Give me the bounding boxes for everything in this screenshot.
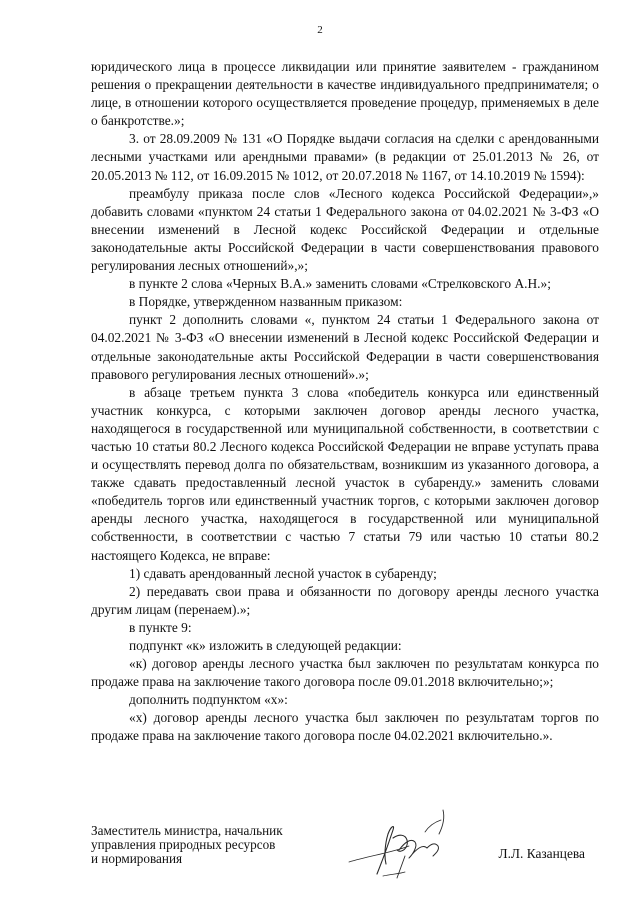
paragraph: «х) договор аренды лесного участка был заключен по результатам торгов по продаже права на заключение такого договора после 04.02.2021 включительно.». <box>91 710 599 744</box>
paragraph: в пункте 9: <box>129 619 192 635</box>
signer-title-line: Заместитель министра, начальник <box>91 823 283 838</box>
paragraph: юридического лица в процессе ликвидации или принятие заявителем - гражданином решения о прекращении деятельности в качестве индивидуального предпринимателя; о лице, в отношении которого осуществляется проведение процедур, применяемых в деле о банкротстве.»; <box>91 59 599 129</box>
paragraph: дополнить подпунктом «х»: <box>129 692 288 708</box>
signature-block <box>91 824 599 884</box>
handwritten-signature <box>339 804 489 884</box>
document-body <box>91 58 599 746</box>
paragraph: в Порядке, утвержденном названным приказом: <box>129 294 403 310</box>
signer-title-line: и нормирования <box>91 851 183 867</box>
paragraph: пункт 2 дополнить словами «, пунктом 24 статьи 1 Федерального закона от 04.02.2021 № 3-ФЗ «О внесении изменений в Лесной кодекс Российской Федерации и отдельные законодательные акты Российской Федерации в части совершенствования правового регулирования лесных отношений».»; <box>91 312 599 382</box>
paragraph: 1) сдавать арендованный лесной участок в субаренду; <box>129 565 437 581</box>
signer-name: Л.Л. Казанцева <box>498 846 585 861</box>
paragraph: в абзаце третьем пункта 3 слова «победитель конкурса или единственный участник конкурса, с которыми заключен договор аренды лесного участка, находящегося в государственной или муниципальной собственности, в соответствии с частью 10 статьи 80.2 Лесного кодекса Российской Федерации не вправе уступать права и осуществлять перевод долга по обязательствам, возникшим из указанного договора, а также сдавать предоставленный лесной участок в субаренду.» заменить словами «победитель торгов или единственный участник торгов, с которыми заключен договор аренды лесного участка, находящегося в государственной или муниципальной собственности, в соответствии с частью 7 статьи 79 или частью 10 статьи 80.2 настоящего Кодекса, не вправе: <box>91 384 599 563</box>
paragraph: в пункте 2 слова «Черных В.А.» заменить словами «Стрелковского А.Н.»; <box>129 276 551 292</box>
paragraph: 2) передавать свои права и обязанности по договору аренды лесного участка другим лицам (перенаем).»; <box>91 583 599 617</box>
paragraph: «к) договор аренды лесного участка был заключен по результатам конкурса по продаже права на заключение такого договора после 09.01.2018 включительно;»; <box>91 656 599 690</box>
signer-title <box>91 824 283 867</box>
signer-title-line: управления природных ресурсов <box>91 837 276 853</box>
paragraph: подпункт «к» изложить в следующей редакции: <box>129 638 402 653</box>
paragraph: 3. от 28.09.2009 № 131 «О Порядке выдачи согласия на сделки с арендованными лесными участками или арендными правами» (в редакции от 25.01.2013 № 26, от 20.05.2013 № 112, от 16.09.2015 № 1012, от 20.07.2018 № 1167, от 14.10.2019 № 1594): <box>91 131 599 183</box>
paragraph: преамбулу приказа после слов «Лесного кодекса Российской Федерации»,» добавить словами «пунктом 24 статьи 1 Федерального закона от 04.02.2021 № 3-ФЗ «О внесении изменений в Лесной кодекс Российской Федерации и отдельные законодательные акты Российской Федерации в части совершенствования правового регулирования лесных отношений»,»; <box>91 185 599 274</box>
page-number: 2 <box>317 24 323 36</box>
